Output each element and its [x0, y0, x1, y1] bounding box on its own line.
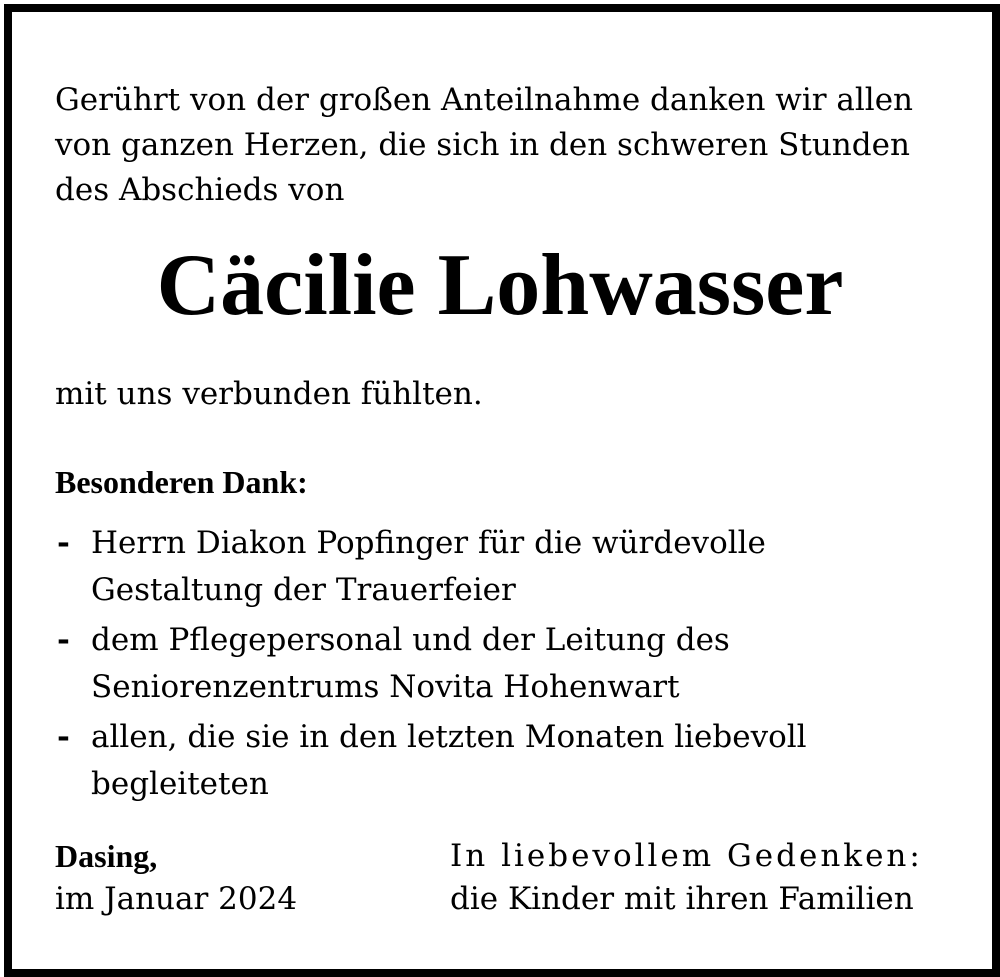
- intro-line: Gerührt von der großen Anteilnahme danken wir allen: [55, 82, 914, 118]
- memorial-text: In liebevollem Gedenken:: [450, 838, 923, 874]
- date-text: im Januar 2024: [55, 881, 298, 917]
- closing-text: mit uns verbunden fühlten.: [55, 376, 483, 412]
- thanks-list: [55, 520, 955, 811]
- thanks-line: allen, die sie in den letzten Monaten liebevoll: [91, 719, 807, 755]
- thanks-line: Herrn Diakon Popfinger für die würdevolle: [91, 525, 766, 561]
- family-signature: die Kinder mit ihren Familien: [450, 881, 914, 917]
- thanks-line: Gestaltung der Trauerfeier: [91, 572, 516, 608]
- deceased-name: Cäcilie Lohwasser: [156, 237, 844, 334]
- thanks-line: dem Pflegepersonal und der Leitung des: [91, 622, 730, 658]
- thanks-heading: Besonderen Dank:: [55, 464, 308, 500]
- thanks-line: begleiteten: [91, 766, 269, 802]
- thanks-item: [55, 617, 955, 711]
- intro-text: [55, 78, 975, 213]
- dash-bullet: -: [57, 719, 70, 755]
- intro-line: von ganzen Herzen, die sich in den schweren Stunden: [55, 127, 910, 163]
- dash-bullet: -: [57, 525, 70, 561]
- place-name: Dasing,: [55, 838, 158, 874]
- intro-line: des Abschieds von: [55, 172, 345, 208]
- dash-bullet: -: [57, 622, 70, 658]
- thanks-item: [55, 520, 955, 614]
- thanks-item: [55, 714, 955, 808]
- thanks-line: Seniorenzentrums Novita Hohenwart: [91, 669, 680, 705]
